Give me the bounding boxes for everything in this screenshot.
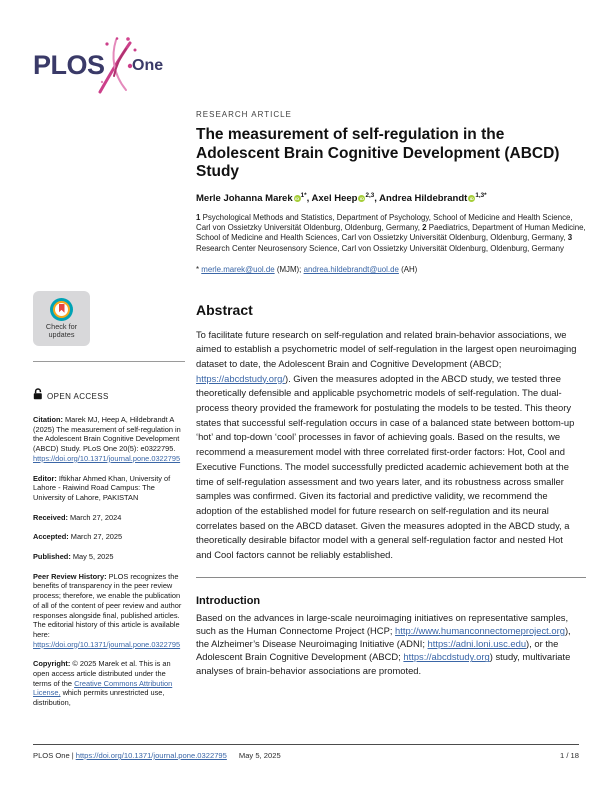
open-access-row xyxy=(33,387,185,405)
citation-block: Citation: Marek MJ, Heep A, Hildebrandt A (2025) The measurement of self-regulation in the Adolescent Brain Cognitive Development (ABCD) Study. PLoS One 20(5): e0322795. https://doi.org/10.1371/journal.pone.0322795 xyxy=(33,415,181,463)
open-lock-icon xyxy=(33,387,43,405)
author-name: Axel Heep xyxy=(311,192,358,204)
footer-separator: | xyxy=(71,751,74,760)
check-updates-label: Check for updates xyxy=(45,321,78,339)
peer-review-doi-link[interactable]: https://doi.org/10.1371/journal.pone.0322795 xyxy=(33,639,181,649)
plos-swirl-icon xyxy=(95,36,137,103)
editor-block: Editor: Iftikhar Ahmed Khan, University of Lahore - Raiwind Road Campus: The University of Lahore, PAKISTAN xyxy=(33,473,171,502)
article-main-column xyxy=(196,110,586,677)
abstract-heading: Abstract xyxy=(196,301,253,318)
sidebar-divider xyxy=(33,361,185,362)
one-logo-text: One xyxy=(132,57,164,74)
received-date: Received: March 27, 2024 xyxy=(33,512,122,522)
copyright-block: Copyright: © 2025 Marek et al. This is an open access article distributed under the terms of the Creative Commons Attribution License, which permits unrestricted use, distribution, xyxy=(33,659,173,708)
abcd-study-link[interactable]: https://abcdstudy.org/ xyxy=(196,372,285,384)
footer-journal: PLOS One xyxy=(33,751,70,760)
abcd-study-link[interactable]: https://abcdstudy.org xyxy=(403,651,490,663)
page-number: 1 / 18 xyxy=(560,751,579,760)
introduction-text: Based on the advances in large-scale neuroimaging initiatives on representative samples, such as the Human Connectome Project (HCP; http://www.humanconnectomeproject.org), the Alzheimer’s Disease Neuroimaging Initiative (ADNI; https://adni.loni.usc.edu), or the Adolescent Brain Cognitive Development (ABCD; https://abcdstudy.org) study, multivariate analyses of brain-behavior associations are promoted. xyxy=(196,611,571,676)
introduction-heading: Introduction xyxy=(196,594,261,607)
accepted-date: Accepted: March 27, 2025 xyxy=(33,532,123,542)
footer-doi-link[interactable]: https://doi.org/10.1371/journal.pone.0322795 xyxy=(75,751,227,760)
article-metadata-sidebar xyxy=(33,291,185,715)
orcid-icon[interactable]: iD xyxy=(469,195,474,201)
page-footer xyxy=(33,744,579,760)
citation-doi-link[interactable]: https://doi.org/10.1371/journal.pone.0322795 xyxy=(33,453,181,463)
author-name: Andrea Hildebrandt xyxy=(379,192,468,204)
orcid-icon[interactable]: iD xyxy=(295,195,300,201)
hcp-link[interactable]: http://www.humanconnectomeproject.org xyxy=(395,624,565,636)
author-superscript: 2,3 xyxy=(365,191,375,199)
orcid-icon[interactable]: iD xyxy=(359,195,364,201)
abstract-text: To facilitate future research on self-regulation and related brain-behavior associations, we aimed to establish a psychometric model of self-regulation in the largest open neuroimaging dataset to date, the Adolescent Brain and Cognitive Development (ABCD; https://abcdstudy.org/). Given the measures adopted in the ABCD study, we tested three theoretically defensible and applicable psychometric models of self-regulation. The dual-process theory provided the framework for postulating the models to be tested. This theory states that successful self-regulation occurs in case of a balanced state between bottom-up ‘hot’ and top-down ‘cool’ processes in favor of achieving goals. Based on the results, we recommend a measurement model with three correlated first-order factors: Hot, Cool and Executive Functions. The model successfully predicted academic achievement both at the time of self-regulation assessment and two years later, and its robustness across smaller samples was confirmed. Given its factorial and predictive validity, we recommend the adoption of the established model for future research on self-regulation and its neural correlates based on the ABCD dataset. Given the measures adopted in the ABCD study, a theoretically desirable bifactor model with a general self-regulation factor and nested Hot and Cool factors cannot be reliably established. xyxy=(196,328,577,561)
section-divider xyxy=(196,577,586,578)
open-access-label: OPEN ACCESS xyxy=(47,391,109,401)
peer-review-history-block: Peer Review History: PLOS recognizes the benefits of transparency in the peer review process; therefore, we enable the publication of all of the content of peer review and author responses alongside final, published articles. The editorial history of this article is available here: https://doi.org/10.1371/journal.pone.0322795 xyxy=(33,571,182,649)
corresponding-email-link[interactable]: andrea.hildebrandt@uol.de xyxy=(303,265,399,275)
affiliations: 1 Psychological Methods and Statistics, Department of Psychology, School of Medicine and Health Science, Carl von Ossietzky Universität Oldenburg, Oldenburg, Germany, 2 Paediatrics, Department of Human Medicine, School of Medicine and Health Sciences, Carl von Ossietzky Universität Oldenburg, Oldenburg, Germany, 3 Research Center Neurosensory Science, Carl von Ossietzky Universität Oldenburg, Oldenburg, Germany xyxy=(196,212,586,253)
corresponding-email-link[interactable]: merle.marek@uol.de xyxy=(201,265,275,275)
plos-one-logo xyxy=(33,36,183,100)
article-type-kicker: RESEARCH ARTICLE xyxy=(196,110,292,119)
creative-commons-license-link[interactable]: Creative Commons Attribution License, xyxy=(33,678,173,698)
author-name: Merle Johanna Marek xyxy=(196,192,293,204)
bookmark-icon xyxy=(59,304,65,313)
crossmark-icon xyxy=(50,298,73,321)
author-superscript: 1,3* xyxy=(475,191,487,199)
adni-link[interactable]: https://adni.loni.usc.edu xyxy=(427,638,527,650)
correspondence: * merle.marek@uol.de (MJM); andrea.hildebrandt@uol.de (AH) xyxy=(196,265,418,275)
published-date: Published: May 5, 2025 xyxy=(33,552,114,562)
author-list: Merle Johanna Marek iD $^{1*}$, Axel Heep iD $^{2,3}$, Andrea Hildebrandt iD $^{1,3*}$ xyxy=(196,191,487,204)
footer-date: May 5, 2025 xyxy=(238,751,281,760)
footer-citation xyxy=(33,751,283,760)
article-title: The measurement of self-regulation in the Adolescent Brain Cognitive Development (ABCD) Study xyxy=(196,126,560,180)
plos-logo-text: PLOS xyxy=(33,50,105,80)
author-superscript: 1* xyxy=(300,191,307,199)
check-for-updates-badge[interactable] xyxy=(33,291,90,346)
